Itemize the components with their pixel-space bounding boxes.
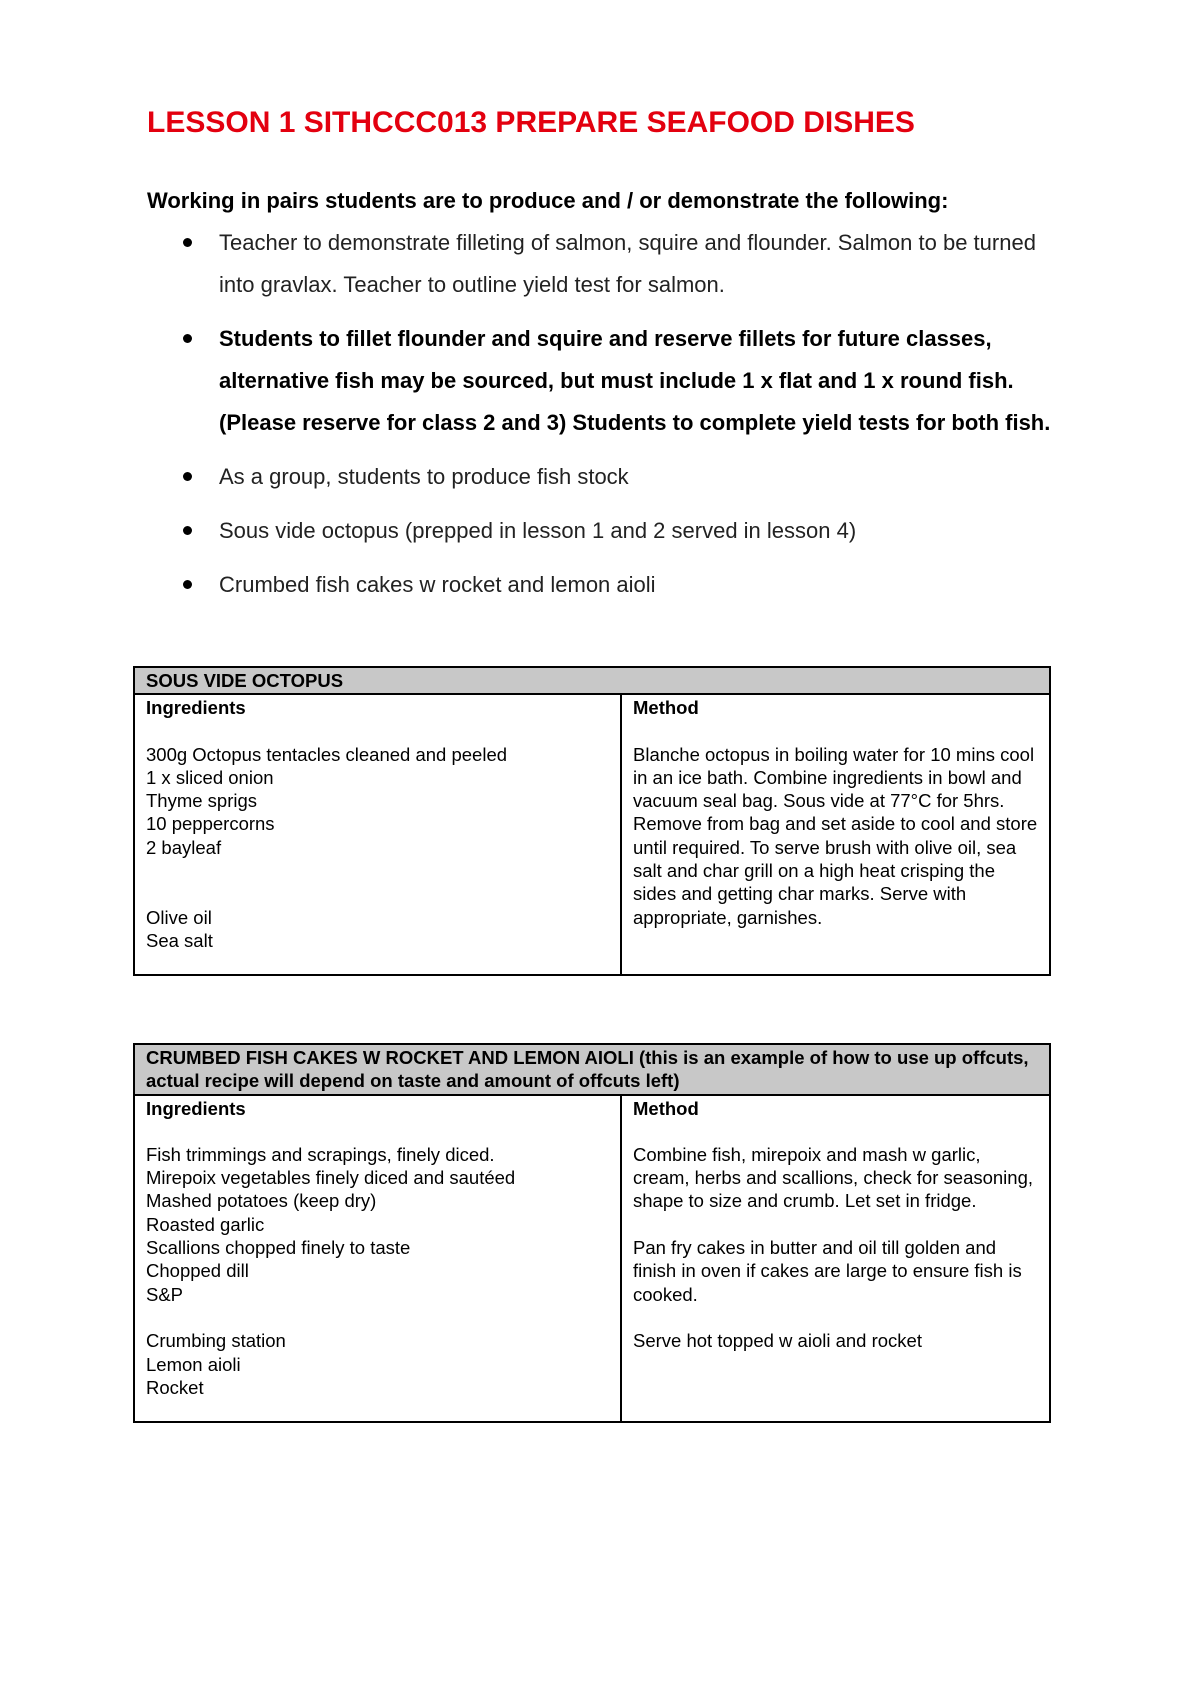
method-label: Method xyxy=(633,1097,699,1119)
task-text: Teacher to demonstrate filleting of salmon, squire and flounder. Salmon to be turned into gravlax. Teacher to outline yield test for salmon. xyxy=(219,230,1036,297)
method-paragraph: Pan fry cakes in butter and oil till golden and finish in oven if cakes are large to ensure fish is cooked. xyxy=(633,1237,1022,1305)
recipe-table-fish-cakes xyxy=(133,1043,1051,1423)
task-item xyxy=(177,510,1077,552)
bullet-dot-icon xyxy=(183,526,192,535)
ingredient-line: 1 x sliced onion xyxy=(146,766,274,788)
ingredient-line: Thyme sprigs xyxy=(146,790,258,812)
task-list xyxy=(177,222,1077,618)
ingredients-cell xyxy=(134,694,621,975)
recipe-heading: SOUS VIDE OCTOPUS xyxy=(134,667,1050,694)
ingredients-list xyxy=(146,1143,609,1399)
ingredient-line: 300g Octopus tentacles cleaned and peeled xyxy=(146,743,508,765)
ingredients-list xyxy=(146,743,609,953)
intro-text: Working in pairs students are to produce and / or demonstrate the following: xyxy=(147,188,949,213)
method-paragraph: Combine fish, mirepoix and mash w garlic, cream, herbs and scallions, check for seasoning, shape to size and crumb. Let set in fridge. xyxy=(633,1143,1034,1212)
method-list xyxy=(633,743,1038,929)
ingredient-line: Crumbing station xyxy=(146,1330,286,1352)
recipe-heading: CRUMBED FISH CAKES W ROCKET AND LEMON AIOLI (this is an example of how to use up offcuts, actual recipe will depend on taste and amount of offcuts left) xyxy=(134,1044,1050,1095)
ingredient-line: 2 bayleaf xyxy=(146,836,222,858)
ingredient-line: Roasted garlic xyxy=(146,1213,265,1235)
method-paragraph xyxy=(633,1306,1038,1329)
method-list xyxy=(633,1143,1038,1353)
ingredient-line xyxy=(146,1306,609,1329)
bullet-dot-icon xyxy=(183,334,192,343)
ingredient-line: Chopped dill xyxy=(146,1260,249,1282)
task-text: As a group, students to produce fish stock xyxy=(219,464,629,489)
task-text: Crumbed fish cakes w rocket and lemon aioli xyxy=(219,572,656,597)
ingredient-line: Fish trimmings and scrapings, finely diced. xyxy=(146,1143,495,1165)
bullet-dot-icon xyxy=(183,238,192,247)
ingredients-label: Ingredients xyxy=(146,1097,246,1119)
ingredient-line xyxy=(146,859,609,882)
ingredient-line: Scallions chopped finely to taste xyxy=(146,1237,411,1259)
ingredients-label: Ingredients xyxy=(146,697,246,719)
method-paragraph: Blanche octopus in boiling water for 10 mins cool in an ice bath. Combine ingredients in bowl and vacuum seal bag. Sous vide at 77°C for 5hrs. Remove from bag and set aside to cool and store until required. To serve brush with olive oil, sea salt and char grill on a high heat crisping the sides and getting char marks. Serve with appropriate, garnishes. xyxy=(633,743,1038,928)
method-paragraph xyxy=(633,1213,1038,1236)
ingredient-line: Olive oil xyxy=(146,906,212,928)
task-text: Students to fillet flounder and squire and reserve fillets for future classes, alternative fish may be sourced, but must include 1 x flat and 1 x round fish. (Please reserve for class 2 and 3) Students to complete yield tests for both fish. xyxy=(219,326,1051,435)
page-title: LESSON 1 SITHCCC013 PREPARE SEAFOOD DISHES xyxy=(147,106,915,139)
ingredient-line: 10 peppercorns xyxy=(146,813,275,835)
task-item xyxy=(177,564,1077,606)
method-cell xyxy=(621,1095,1050,1422)
method-paragraph: Serve hot topped w aioli and rocket xyxy=(633,1330,922,1352)
task-text: Sous vide octopus (prepped in lesson 1 and 2 served in lesson 4) xyxy=(219,518,857,543)
task-item xyxy=(177,456,1077,498)
method-cell xyxy=(621,694,1050,975)
ingredient-line: Lemon aioli xyxy=(146,1353,241,1375)
bullet-dot-icon xyxy=(183,580,192,589)
task-item xyxy=(177,318,1077,444)
ingredient-line: Rocket xyxy=(146,1376,204,1398)
bullet-dot-icon xyxy=(183,472,192,481)
recipe-table-octopus xyxy=(133,666,1051,976)
task-item xyxy=(177,222,1077,306)
ingredient-line: Mashed potatoes (keep dry) xyxy=(146,1190,377,1212)
method-label: Method xyxy=(633,697,699,719)
ingredient-line: Mirepoix vegetables finely diced and sautéed xyxy=(146,1167,516,1189)
ingredient-line xyxy=(146,882,609,905)
ingredients-cell xyxy=(134,1095,621,1422)
ingredient-line: Sea salt xyxy=(146,929,213,951)
ingredient-line: S&P xyxy=(146,1283,184,1305)
